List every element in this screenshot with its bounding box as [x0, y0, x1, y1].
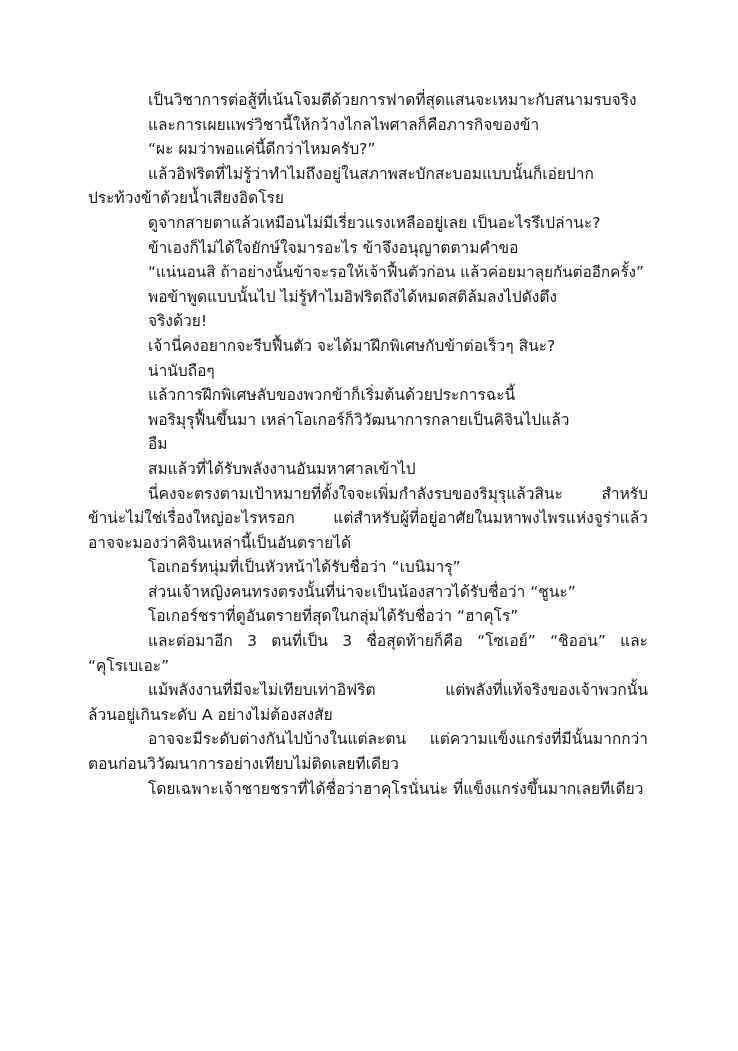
paragraph-line-indented: เจ้านี่คงอยากจะรีบฟื้นตัว จะได้มาฝึกพิเศษกับข้าต่อเร็วๆ สินะ? — [148, 336, 556, 355]
paragraph-line-indented: สมแล้วที่ได้รับพลังงานอันมหาศาลเข้าไป — [148, 459, 416, 478]
paragraph-line: ข้าน่ะไม่ใช่เรื่องใหญ่อะไรหรอก แต่สำหรับผู้ที่อยู่อาศัยในมหาพงไพรแห่งจูร่าแล้ว — [88, 509, 648, 528]
paragraph-line-indented: พอริมุรุฟื้นขึ้นมา เหล่าโอเกอร์ก็วิวัฒนาการกลายเป็นคิจินไปแล้ว — [148, 410, 570, 429]
paragraph-line: ประท้วงข้าด้วยน้ำเสียงอิดโรย — [88, 189, 284, 208]
paragraph-line-indented: “แน่นอนสิ ถ้าอย่างนั้นข้าจะรอให้เจ้าฟื้นตัวก่อน แล้วค่อยมาลุยกันต่ออีกครั้ง” — [148, 263, 644, 282]
paragraph-line-indented: น่านับถือๆ — [148, 361, 215, 380]
paragraph-line-indented: และการเผยแพร่วิชานี้ให้กว้างไกลไพศาลก็คือภารกิจของข้า — [148, 115, 540, 134]
document-body — [88, 88, 648, 801]
paragraph-line-indented: อาจจะมีระดับต่างกันไปบ้างในแต่ละตน แต่ความแข็งแกร่งที่มีนั้นมากกว่า — [148, 730, 648, 749]
paragraph-line-indented: นี่คงจะตรงตามเป้าหมายที่ตั้งใจจะเพิ่มกำลังรบของริมุรุแล้วสินะ สำหรับ — [148, 484, 648, 503]
paragraph-line-indented: จริงด้วย! — [148, 312, 208, 331]
paragraph-line: “คุโรเบเอะ” — [88, 656, 170, 675]
paragraph-line-indented: เป็นวิชาการต่อสู้ที่เน้นโจมตีด้วยการฟาดที่สุดแสนจะเหมาะกับสนามรบจริง — [148, 91, 637, 109]
paragraph-line-indented: และต่อมาอีก 3 ตนที่เป็น 3 ชื่อสุดท้ายก็คือ “โซเอย์” “ชิออน” และ — [148, 632, 648, 651]
paragraph-line-indented: ข้าเองก็ไม่ได้ใจยักษ์ใจมารอะไร ข้าจึงอนุญาตตามคำขอ — [148, 238, 519, 257]
paragraph-line-indented: ส่วนเจ้าหญิงคนทรงตรงนั้นที่น่าจะเป็นน้องสาวได้รับชื่อว่า “ชูนะ” — [148, 582, 576, 601]
paragraph-line-indented: “ผะ ผมว่าพอแค่นี้ดีกว่าไหมครับ?” — [148, 140, 376, 159]
paragraph-line-indented: แม้พลังงานที่มีจะไม่เทียบเท่าอิฟริต แต่พลังที่แท้จริงของเจ้าพวกนั้น — [148, 681, 648, 700]
paragraph-line: อาจจะมองว่าคิจินเหล่านี้เป็นอันตรายได้ — [88, 533, 352, 552]
paragraph-line: ล้วนอยู่เกินระดับ A อย่างไม่ต้องสงสัย — [88, 705, 333, 724]
paragraph-line-indented: แล้วอิฟริตที่ไม่รู้ว่าทำไมถึงอยู่ในสภาพสะบักสะบอมแบบนั้นก็เอ่ยปาก — [148, 164, 594, 183]
paragraph-line-indented: โดยเฉพาะเจ้าชายชราที่ได้ชื่อว่าฮาคุโรนั่นน่ะ ที่แข็งแกร่งขึ้นมากเลยทีเดียว — [148, 779, 644, 798]
paragraph-line-indented: อืม — [148, 435, 168, 454]
paragraph-line-indented: โอเกอร์หนุ่มที่เป็นหัวหน้าได้รับชื่อว่า “เบนิมารุ” — [148, 558, 461, 577]
paragraph-line: ตอนก่อนวิวัฒนาการอย่างเทียบไม่ติดเลยทีเดียว — [88, 755, 399, 774]
paragraph-line-indented: ดูจากสายตาแล้วเหมือนไม่มีเรี่ยวแรงเหลืออยู่เลย เป็นอะไรรึเปล่านะ? — [148, 213, 601, 232]
paragraph-line-indented: แล้วการฝึกพิเศษลับของพวกข้าก็เริ่มต้นด้วยประการฉะนี้ — [148, 386, 516, 405]
paragraph-line-indented: โอเกอร์ชราที่ดูอันตรายที่สุดในกลุ่มได้รับชื่อว่า “ฮาคุโร” — [148, 607, 519, 626]
paragraph-line-indented: พอข้าพูดแบบนั้นไป ไม่รู้ทำไมอิฟริตถึงได้หมดสติล้มลงไปดังตึง — [148, 287, 558, 306]
